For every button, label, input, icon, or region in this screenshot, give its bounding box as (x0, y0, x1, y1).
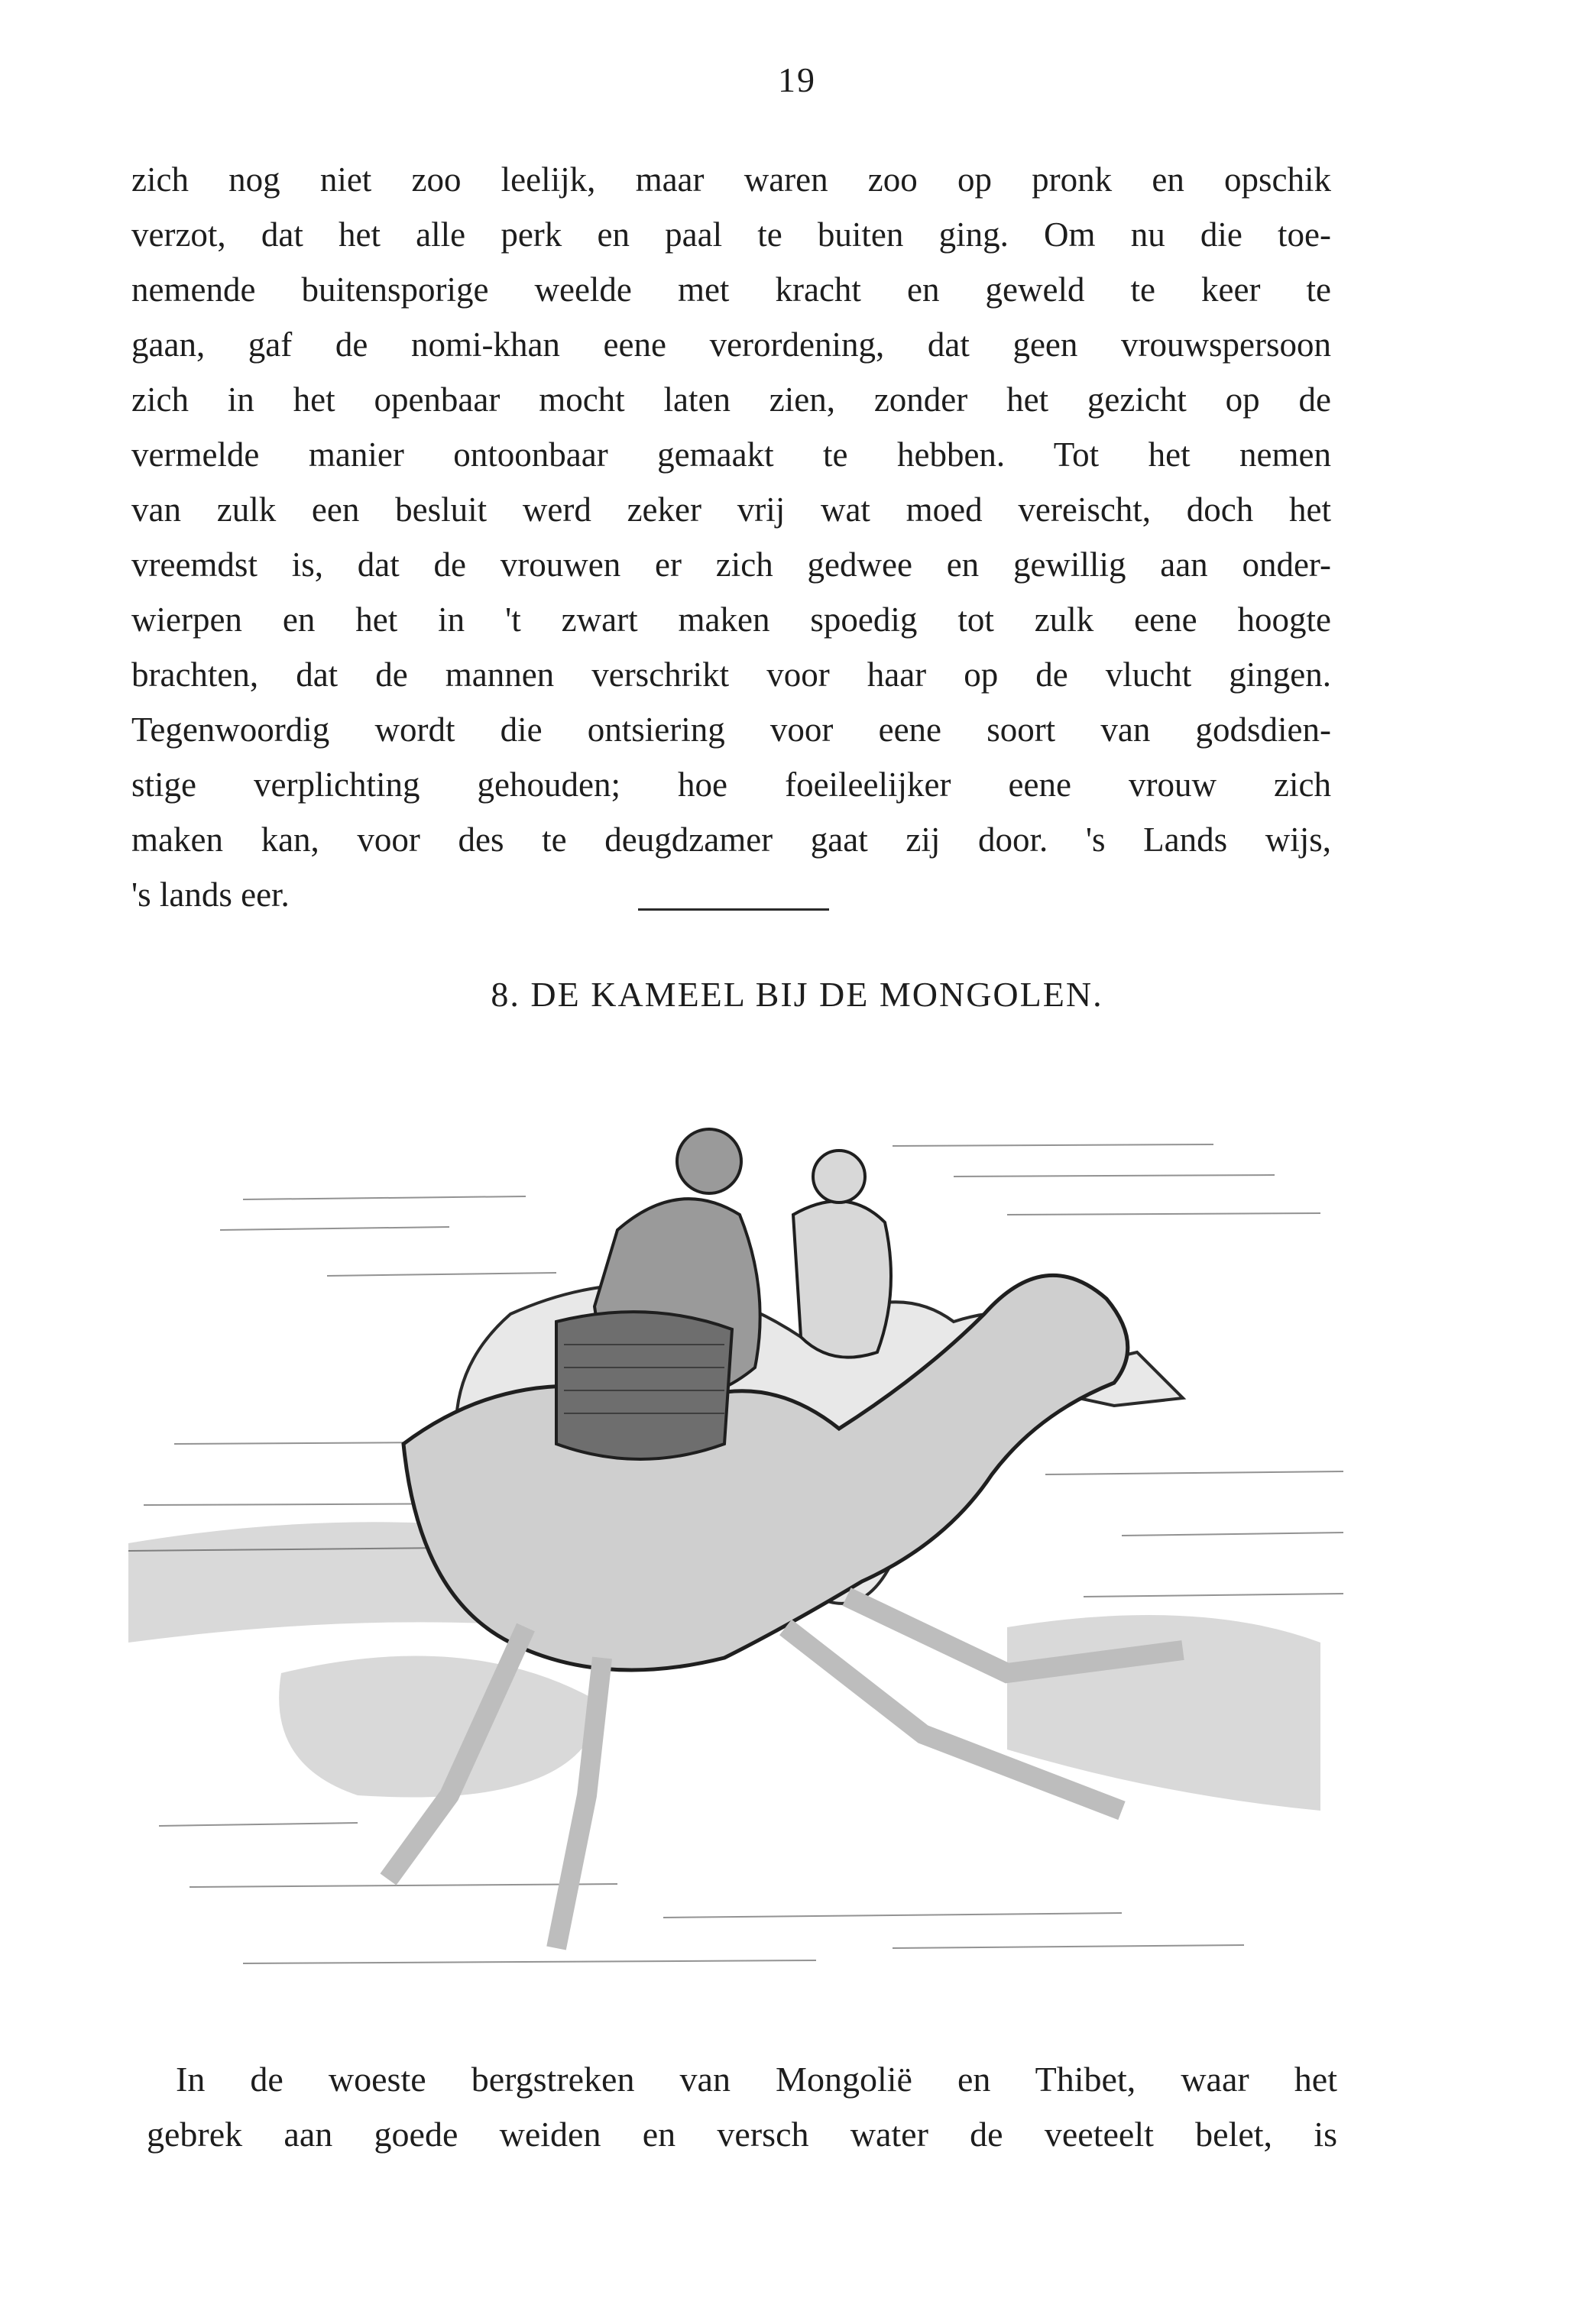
section-divider (638, 908, 829, 911)
text-line: verzot, dat het alle perk en paal te buiten ging. Om nu die toe- (131, 215, 1331, 254)
text-line: In de woeste bergstreken van Mongolië en Thibet, waar het (176, 2060, 1337, 2099)
text-line: vermelde manier ontoonbaar gemaakt te hebben. Tot het nemen (131, 435, 1331, 474)
text-line: Tegenwoordig wordt die ontsiering voor eene soort van godsdien- (131, 710, 1331, 749)
text-line: wierpen en het in 't zwart maken spoedig tot zulk eene hoogte (131, 600, 1331, 639)
text-line: 's lands eer. (131, 876, 290, 914)
text-line: gebrek aan goede weiden en versch water de veeteelt belet, is (147, 2115, 1337, 2154)
engraving-camel-riders-icon (128, 1047, 1343, 2002)
text-line: maken kan, voor des te deugdzamer gaat zij door. 's Lands wijs, (131, 821, 1331, 859)
text-line: nemende buitensporige weelde met kracht en geweld te keer te (131, 270, 1331, 309)
text-line: zich nog niet zoo leelijk, maar waren zoo op pronk en opschik (131, 160, 1331, 199)
text-line: vreemdst is, dat de vrouwen er zich gedwee en gewillig aan onder- (131, 545, 1331, 584)
text-line: van zulk een besluit werd zeker vrij wat moed vereischt, doch het (131, 490, 1331, 529)
text-line: brachten, dat de mannen verschrikt voor haar op de vlucht gingen. (131, 655, 1331, 694)
text-line: zich in het openbaar mocht laten zien, zonder het gezicht op de (131, 380, 1331, 419)
page-number: 19 (778, 60, 816, 99)
text-line: stige verplichting gehouden; hoe foeileelijker eene vrouw zich (131, 765, 1331, 804)
text-line: gaan, gaf de nomi-khan eene verordening, dat geen vrouwspersoon (131, 325, 1331, 364)
section-heading: 8. DE KAMEEL BIJ DE MONGOLEN. (491, 975, 1103, 1014)
